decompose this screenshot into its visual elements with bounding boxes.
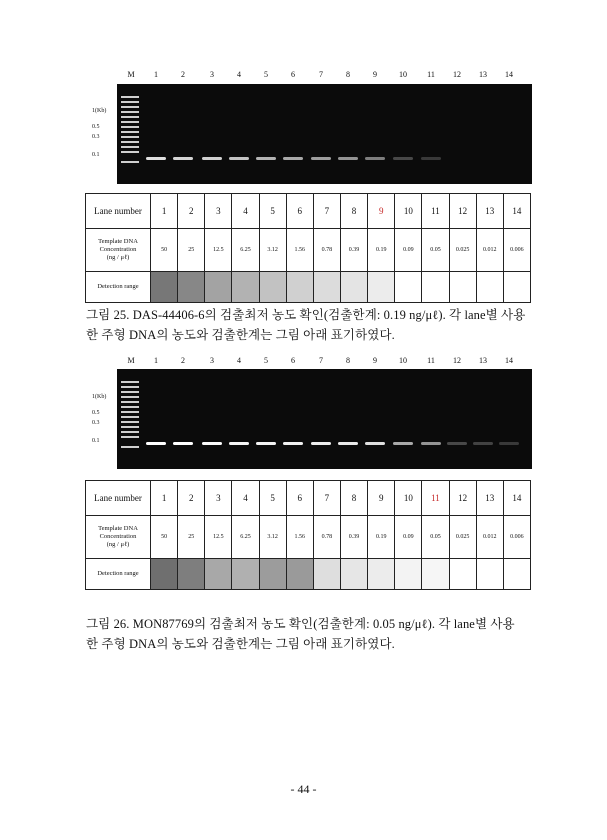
lane-number-header: Lane number: [86, 481, 151, 516]
lane-number-cell: 3: [205, 481, 232, 516]
figure-25-caption: 그림 25. DAS-44406-6의 검출최저 농도 확인(검출한계: 0.19 ng/μℓ). 각 lane별 사용한 주형 DNA의 농도와 검출한계는 그림 아래 표기하였다.: [86, 308, 526, 342]
detection-range-cell: [205, 272, 232, 303]
lane-label: 7: [319, 70, 323, 79]
ladder-band: [121, 126, 139, 128]
concentration-cell: 6.25: [232, 516, 259, 559]
lane-label: 6: [291, 356, 295, 365]
detection-range-cell: [313, 559, 340, 590]
concentration-cell: 0.012: [476, 516, 503, 559]
concentration-cell: 0.19: [368, 229, 395, 272]
concentration-cell: 25: [178, 229, 205, 272]
lane-label: 2: [181, 356, 185, 365]
size-markers-fig25: [92, 108, 120, 168]
lane-label: 2: [181, 70, 185, 79]
ladder-band: [121, 401, 139, 403]
lane-label: 14: [505, 70, 513, 79]
lane-number-cell: 11: [422, 194, 449, 229]
detection-range-cell: [395, 559, 422, 590]
lane-label: 10: [399, 70, 407, 79]
sample-band: [421, 442, 441, 445]
sample-band: [202, 442, 222, 445]
lane-label: M: [127, 356, 135, 365]
lane-table-fig25: [85, 193, 531, 303]
ladder-band: [121, 131, 139, 133]
sample-band: [311, 157, 331, 160]
detection-range-cell: [503, 559, 530, 590]
lane-label: 6: [291, 70, 295, 79]
detection-range-cell: [368, 559, 395, 590]
lane-label: 11: [427, 356, 435, 365]
lane-label: 8: [346, 356, 350, 365]
detection-range-cell: [503, 272, 530, 303]
lane-number-cell: 5: [259, 481, 286, 516]
sample-band: [229, 442, 249, 445]
detection-range-cell: [259, 559, 286, 590]
ladder-band: [121, 416, 139, 418]
sample-band: [365, 157, 385, 160]
concentration-header: Template DNA Concentration (ng / μℓ): [86, 229, 151, 272]
concentration-cell: 0.09: [395, 229, 422, 272]
sample-band: [393, 442, 413, 445]
sample-band: [146, 157, 166, 160]
sample-band: [283, 157, 303, 160]
lane-label: 5: [264, 356, 268, 365]
lane-number-cell: 1: [151, 194, 178, 229]
sample-band: [173, 157, 193, 160]
concentration-cell: 0.006: [503, 229, 530, 272]
lane-label: 4: [237, 356, 241, 365]
lane-number-cell: 5: [259, 194, 286, 229]
size-marker-label: 1(Kb): [92, 394, 107, 400]
size-marker-label: 0.1: [92, 152, 100, 158]
size-marker-label: 0.3: [92, 420, 100, 426]
lane-number-cell: 10: [395, 194, 422, 229]
lane-number-header: Lane number: [86, 194, 151, 229]
detection-range-cell: [449, 559, 476, 590]
concentration-cell: 50: [151, 516, 178, 559]
lane-number-cell: 7: [313, 194, 340, 229]
size-marker-label: 1(Kb): [92, 108, 107, 114]
lane-label: 12: [453, 70, 461, 79]
lane-labels-fig25: [117, 70, 532, 82]
ladder-band: [121, 381, 139, 383]
ladder-band: [121, 391, 139, 393]
concentration-cell: 3.12: [259, 516, 286, 559]
sample-band: [256, 157, 276, 160]
detection-range-cell: [476, 272, 503, 303]
detection-range-header: Detection range: [86, 559, 151, 590]
lane-label: 9: [373, 356, 377, 365]
concentration-cell: 0.025: [449, 229, 476, 272]
concentration-cell: 3.12: [259, 229, 286, 272]
concentration-cell: 0.39: [340, 516, 367, 559]
concentration-cell: 50: [151, 229, 178, 272]
lane-label: 11: [427, 70, 435, 79]
lane-label: 1: [154, 356, 158, 365]
lane-number-cell: 14: [503, 481, 530, 516]
concentration-cell: 0.006: [503, 516, 530, 559]
lane-label: 7: [319, 356, 323, 365]
sample-band: [473, 442, 493, 445]
concentration-cell: 25: [178, 516, 205, 559]
ladder-band: [121, 396, 139, 398]
ladder-band: [121, 136, 139, 138]
size-marker-label: 0.3: [92, 134, 100, 140]
ladder-band: [121, 411, 139, 413]
concentration-cell: 0.012: [476, 229, 503, 272]
size-marker-label: 0.1: [92, 438, 100, 444]
ladder-band: [121, 146, 139, 148]
lane-number-cell: 6: [286, 481, 313, 516]
detection-range-cell: [476, 559, 503, 590]
ladder-band: [121, 426, 139, 428]
concentration-cell: 6.25: [232, 229, 259, 272]
lane-labels-fig26: [117, 356, 532, 368]
concentration-cell: 1.56: [286, 516, 313, 559]
lane-number-cell: 9: [368, 481, 395, 516]
lane-number-cell: 7: [313, 481, 340, 516]
sample-band: [202, 157, 222, 160]
detection-range-cell: [340, 559, 367, 590]
lane-label: 3: [210, 70, 214, 79]
ladder-band: [121, 111, 139, 113]
lane-number-cell: 13: [476, 481, 503, 516]
detection-range-cell: [286, 559, 313, 590]
detection-range-cell: [422, 272, 449, 303]
lane-number-cell: 12: [449, 194, 476, 229]
lane-number-cell: 4: [232, 481, 259, 516]
concentration-cell: 0.78: [313, 229, 340, 272]
lane-number-cell: 2: [178, 194, 205, 229]
ladder-band: [121, 386, 139, 388]
detection-range-cell: [449, 272, 476, 303]
lane-label: 10: [399, 356, 407, 365]
concentration-cell: 0.05: [422, 516, 449, 559]
sample-band: [283, 442, 303, 445]
ladder-band: [121, 121, 139, 123]
lane-number-cell: 3: [205, 194, 232, 229]
lane-number-cell: 12: [449, 481, 476, 516]
lane-number-cell: 2: [178, 481, 205, 516]
lane-label: 1: [154, 70, 158, 79]
concentration-cell: 0.39: [340, 229, 367, 272]
lane-label: 3: [210, 356, 214, 365]
lane-number-cell: 13: [476, 194, 503, 229]
ladder-band: [121, 101, 139, 103]
lane-number-cell: 9: [368, 194, 395, 229]
lane-label: 8: [346, 70, 350, 79]
detection-range-cell: [340, 272, 367, 303]
concentration-cell: 12.5: [205, 229, 232, 272]
lane-table-fig26: [85, 480, 531, 590]
lane-number-cell: 10: [395, 481, 422, 516]
sample-band: [256, 442, 276, 445]
detection-range-cell: [313, 272, 340, 303]
lane-label: M: [127, 70, 135, 79]
lane-label: 9: [373, 70, 377, 79]
ladder-band: [121, 116, 139, 118]
sample-band: [499, 442, 519, 445]
detection-range-cell: [422, 559, 449, 590]
concentration-cell: 0.78: [313, 516, 340, 559]
lane-label: 5: [264, 70, 268, 79]
gel-image-fig26: [117, 369, 532, 469]
gel-image-fig25: [117, 84, 532, 184]
ladder-band: [121, 106, 139, 108]
lane-number-cell: 4: [232, 194, 259, 229]
lane-label: 12: [453, 356, 461, 365]
sample-band: [311, 442, 331, 445]
sample-band: [146, 442, 166, 445]
detection-range-cell: [151, 559, 178, 590]
detection-range-cell: [232, 272, 259, 303]
detection-range-cell: [178, 272, 205, 303]
ladder-band: [121, 161, 139, 163]
concentration-cell: 0.09: [395, 516, 422, 559]
detection-range-cell: [395, 272, 422, 303]
size-marker-label: 0.5: [92, 410, 100, 416]
ladder-band: [121, 151, 139, 153]
ladder-band: [121, 446, 139, 448]
ladder-band: [121, 141, 139, 143]
lane-label: 13: [479, 356, 487, 365]
sample-band: [421, 157, 441, 160]
detection-range-cell: [178, 559, 205, 590]
detection-range-cell: [205, 559, 232, 590]
sample-band: [447, 442, 467, 445]
detection-range-cell: [259, 272, 286, 303]
figure-26-caption: 그림 26. MON87769의 검출최저 농도 확인(검출한계: 0.05 ng/μℓ). 각 lane별 사용한 주형 DNA의 농도와 검출한계는 그림 아래 표기하였다.: [86, 617, 515, 651]
lane-label: 13: [479, 70, 487, 79]
page-number: - 44 -: [290, 782, 317, 796]
concentration-cell: 0.025: [449, 516, 476, 559]
size-marker-label: 0.5: [92, 124, 100, 130]
detection-range-cell: [368, 272, 395, 303]
lane-label: 14: [505, 356, 513, 365]
detection-range-cell: [151, 272, 178, 303]
size-markers-fig26: [92, 394, 120, 454]
sample-band: [338, 157, 358, 160]
detection-range-cell: [232, 559, 259, 590]
sample-band: [229, 157, 249, 160]
ladder-band: [121, 96, 139, 98]
detection-range-header: Detection range: [86, 272, 151, 303]
sample-band: [365, 442, 385, 445]
lane-number-cell: 8: [340, 194, 367, 229]
sample-band: [393, 157, 413, 160]
detection-range-cell: [286, 272, 313, 303]
lane-number-cell: 11: [422, 481, 449, 516]
concentration-header: Template DNA Concentration (ng / μℓ): [86, 516, 151, 559]
concentration-cell: 0.05: [422, 229, 449, 272]
ladder-band: [121, 406, 139, 408]
concentration-cell: 0.19: [368, 516, 395, 559]
concentration-cell: 1.56: [286, 229, 313, 272]
lane-number-cell: 8: [340, 481, 367, 516]
sample-band: [173, 442, 193, 445]
ladder-band: [121, 431, 139, 433]
sample-band: [338, 442, 358, 445]
concentration-cell: 12.5: [205, 516, 232, 559]
lane-number-cell: 6: [286, 194, 313, 229]
lane-label: 4: [237, 70, 241, 79]
ladder-band: [121, 436, 139, 438]
lane-number-cell: 1: [151, 481, 178, 516]
ladder-band: [121, 421, 139, 423]
lane-number-cell: 14: [503, 194, 530, 229]
